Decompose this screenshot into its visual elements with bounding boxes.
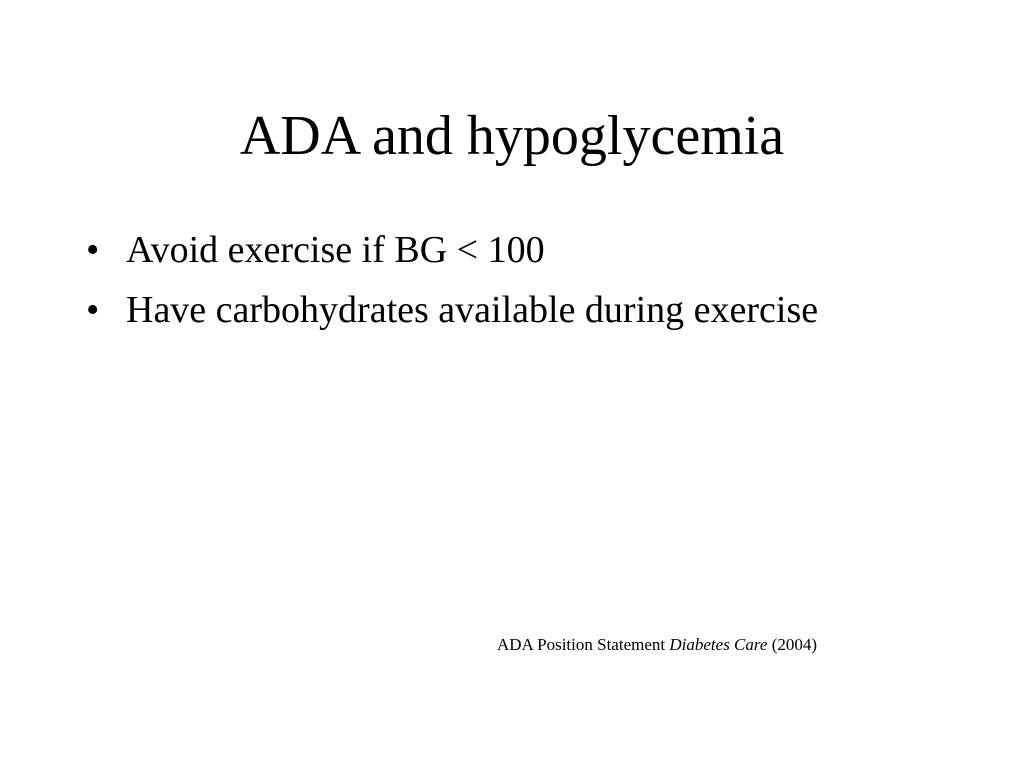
citation	[497, 634, 817, 656]
bullet-list	[86, 228, 846, 348]
bullet-icon: •	[86, 229, 100, 271]
list-item	[86, 228, 846, 272]
citation-journal: Diabetes Care	[669, 635, 768, 654]
bullet-text: Have carbohydrates available during exercise	[126, 289, 819, 331]
citation-prefix: ADA Position Statement	[497, 635, 670, 654]
slide-title: ADA and hypoglycemia	[239, 105, 785, 167]
list-item	[86, 288, 846, 332]
bullet-text: Avoid exercise if BG < 100	[126, 229, 545, 271]
citation-suffix: (2004)	[767, 635, 818, 654]
bullet-icon: •	[86, 289, 100, 331]
